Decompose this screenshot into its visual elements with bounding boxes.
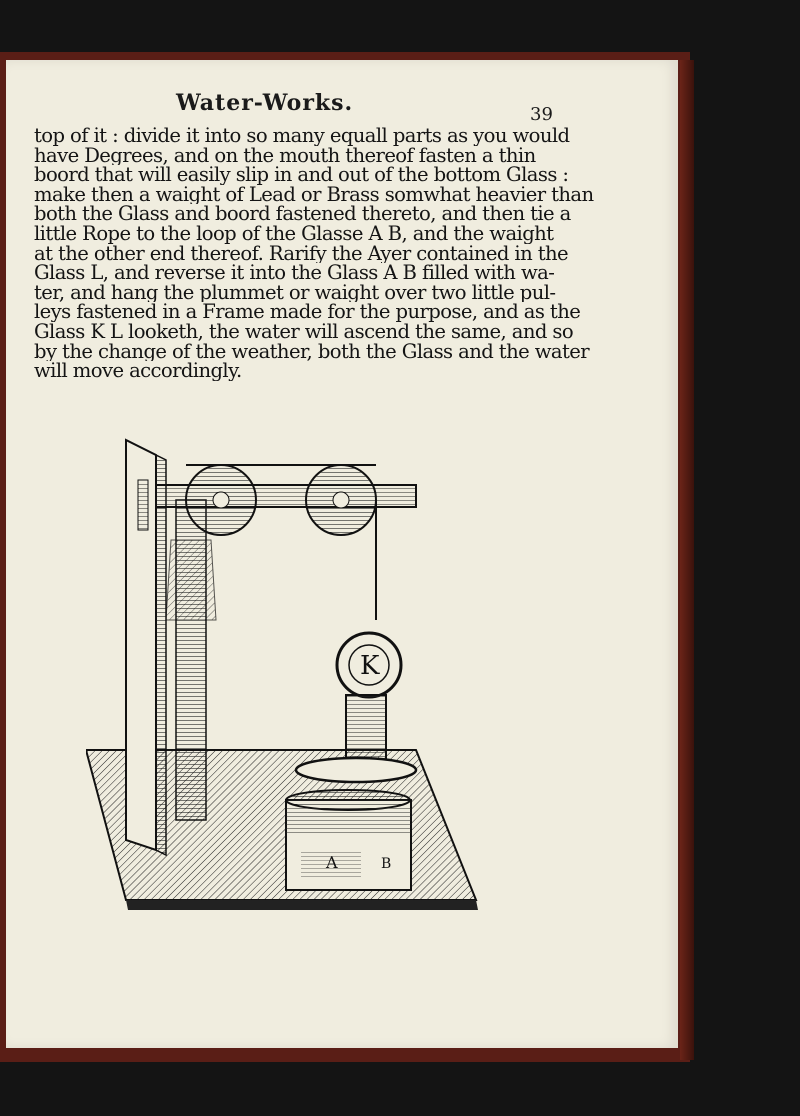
running-title: Water-Works. — [176, 90, 354, 116]
text-line: make then a waight of Lead or Brass somwhat heavier than — [34, 184, 594, 205]
water-vessel — [286, 790, 411, 890]
text-line: top of it : divide it into so many equall parts as you would — [34, 126, 570, 146]
page-number: 39 — [530, 104, 553, 125]
weight-k — [337, 633, 401, 697]
text-line: Glass L, and reverse it into the Glass A B filled with wa- — [34, 263, 555, 283]
book-page — [6, 60, 678, 1048]
text-line: by the change of the weather, both the Glass and the water — [34, 341, 590, 362]
glass-tube — [296, 695, 416, 782]
text-line: at the other end thereof. Rarify the Ayer contained in the — [34, 243, 569, 264]
text-line: have Degrees, and on the mouth thereof fasten a thin — [34, 145, 536, 166]
text-line: little Rope to the loop of the Glasse A B, and the waight — [34, 223, 554, 244]
body-text — [34, 126, 668, 381]
text-line: leys fastened in a Frame made for the purpose, and as the — [34, 302, 581, 322]
woodcut-illustration — [86, 420, 506, 920]
text-line: boord that will easily slip in and out of the bottom Glass : — [34, 165, 569, 185]
text-line: Glass K L looketh, the water will ascend the same, and so — [34, 321, 574, 342]
text-line: both the Glass and boord fastened thereto, and then tie a — [34, 204, 571, 224]
vessel-label-b: B — [381, 856, 392, 872]
book-cover-edge — [680, 60, 694, 1060]
vessel-label-a: A — [326, 853, 338, 872]
text-line: will move accordingly. — [34, 361, 242, 381]
text-line: ter, and hang the plummet or waight over two little pul- — [34, 282, 556, 303]
weight-label: K — [360, 651, 380, 681]
